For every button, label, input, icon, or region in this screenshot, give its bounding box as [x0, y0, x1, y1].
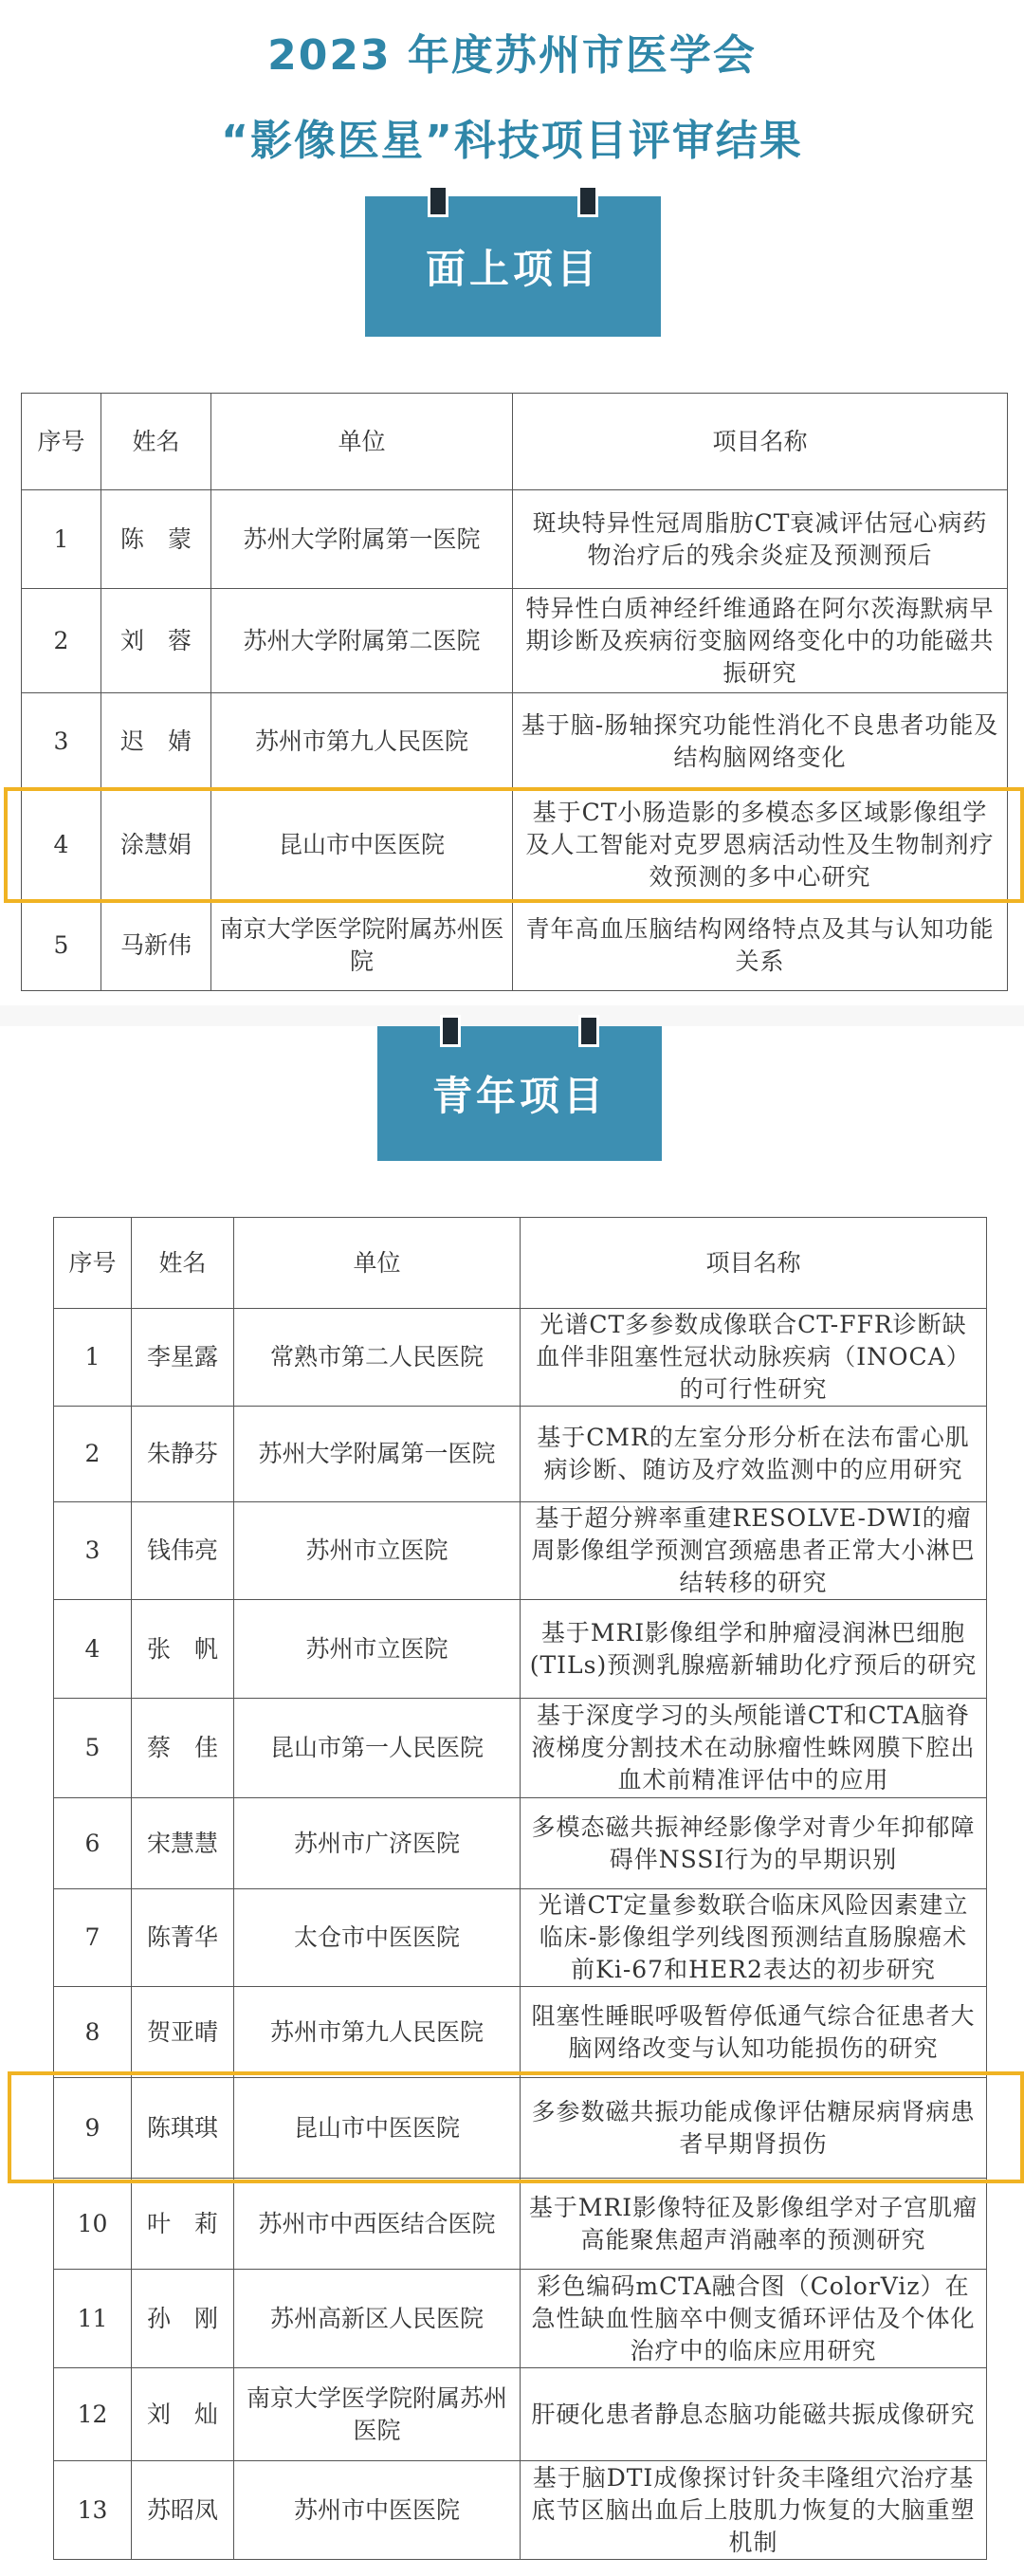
col-header-unit: 单位 — [211, 394, 513, 490]
col-header-project: 项目名称 — [521, 1218, 987, 1309]
row-unit: 苏州大学附属第一医院 — [234, 1407, 521, 1502]
table-row — [22, 490, 1008, 589]
row-number: 11 — [54, 2270, 132, 2368]
table-row — [54, 1798, 987, 1889]
row-number: 12 — [54, 2368, 132, 2461]
banner-tab-right — [578, 1015, 599, 1047]
table-row — [54, 1600, 987, 1699]
row-number: 5 — [22, 900, 101, 991]
row-name: 宋慧慧 — [132, 1798, 234, 1889]
row-project: 光谱CT定量参数联合临床风险因素建立临床-影像组学列线图预测结直肠腺癌术前Ki-67和HER2表达的初步研究 — [521, 1889, 987, 1987]
row-project: 多参数磁共振功能成像评估糖尿病肾病患者早期肾损伤 — [521, 2078, 987, 2179]
section-heading-general — [365, 196, 661, 337]
row-unit: 常熟市第二人民医院 — [234, 1309, 521, 1407]
row-unit: 苏州大学附属第二医院 — [211, 589, 513, 693]
section-heading-youth — [377, 1026, 662, 1161]
row-project: 特异性白质神经纤维通路在阿尔茨海默病早期诊断及疾病衍变脑网络变化中的功能磁共振研究 — [513, 589, 1008, 693]
table-row — [54, 2461, 987, 2560]
row-name: 涂慧娟 — [101, 790, 211, 900]
row-number: 2 — [22, 589, 101, 693]
row-name: 陈琪琪 — [132, 2078, 234, 2179]
row-number: 10 — [54, 2179, 132, 2270]
row-unit: 昆山市第一人民医院 — [234, 1699, 521, 1798]
row-unit: 昆山市中医医院 — [234, 2078, 521, 2179]
row-name: 朱静芬 — [132, 1407, 234, 1502]
row-number: 3 — [22, 693, 101, 790]
row-project: 基于CT小肠造影的多模态多区域影像组学及人工智能对克罗恩病活动性及生物制剂疗效预测的多中心研究 — [513, 790, 1008, 900]
col-header-project: 项目名称 — [513, 394, 1008, 490]
row-unit: 南京大学医学院附属苏州医院 — [234, 2368, 521, 2461]
row-project: 青年高血压脑结构网络特点及其与认知功能关系 — [513, 900, 1008, 991]
highlight-frame-youth-row-9 — [8, 2071, 1024, 2183]
row-name: 叶 莉 — [132, 2179, 234, 2270]
table-row — [54, 1699, 987, 1798]
row-project: 基于脑DTI成像探讨针灸丰隆组穴治疗基底节区脑出血后上肢肌力恢复的大脑重塑机制 — [521, 2461, 987, 2560]
col-header-name: 姓名 — [132, 1218, 234, 1309]
row-project: 基于深度学习的头颅能谱CT和CTA脑脊液梯度分割技术在动脉瘤性蛛网膜下腔出血术前精准评估中的应用 — [521, 1699, 987, 1798]
row-unit: 苏州市中西医结合医院 — [234, 2179, 521, 2270]
table-row — [22, 900, 1008, 991]
row-number: 8 — [54, 1987, 132, 2078]
row-unit: 苏州市广济医院 — [234, 1798, 521, 1889]
row-unit: 南京大学医学院附属苏州医院 — [211, 900, 513, 991]
row-project: 光谱CT多参数成像联合CT-FFR诊断缺血伴非阻塞性冠状动脉疾病（INOCA）的可行性研究 — [521, 1309, 987, 1407]
row-project: 阻塞性睡眠呼吸暂停低通气综合征患者大脑网络改变与认知功能损伤的研究 — [521, 1987, 987, 2078]
table-row — [54, 2368, 987, 2461]
row-project: 基于MRI影像组学和肿瘤浸润淋巴细胞(TILs)预测乳腺癌新辅助化疗预后的研究 — [521, 1600, 987, 1699]
row-project: 基于脑-肠轴探究功能性消化不良患者功能及结构脑网络变化 — [513, 693, 1008, 790]
col-header-no: 序号 — [54, 1218, 132, 1309]
table-row — [54, 1407, 987, 1502]
row-unit: 苏州市中医医院 — [234, 2461, 521, 2560]
section-heading-label: 青年项目 — [431, 1073, 607, 1119]
table-row — [54, 2179, 987, 2270]
row-project: 基于CMR的左室分形分析在法布雷心肌病诊断、随访及疗效监测中的应用研究 — [521, 1407, 987, 1502]
row-project: 多模态磁共振神经影像学对青少年抑郁障碍伴NSSI行为的早期识别 — [521, 1798, 987, 1889]
banner-tab-left — [440, 1015, 461, 1047]
row-unit: 苏州市第九人民医院 — [234, 1987, 521, 2078]
row-name: 刘 灿 — [132, 2368, 234, 2461]
table-row — [54, 1889, 987, 1987]
page-title-line-2: “影像医星”科技项目评审结果 — [221, 117, 803, 165]
table-row — [22, 693, 1008, 790]
row-name: 陈菁华 — [132, 1889, 234, 1987]
table-row — [22, 589, 1008, 693]
table-row — [54, 1309, 987, 1407]
banner-tab-right — [577, 185, 598, 217]
row-name: 蔡 佳 — [132, 1699, 234, 1798]
table-row — [54, 2270, 987, 2368]
youth-projects-table — [53, 1217, 987, 2560]
row-unit: 苏州市第九人民医院 — [211, 693, 513, 790]
row-name: 李星露 — [132, 1309, 234, 1407]
row-project: 肝硬化患者静息态脑功能磁共振成像研究 — [521, 2368, 987, 2461]
row-number: 3 — [54, 1502, 132, 1600]
row-unit: 太仓市中医医院 — [234, 1889, 521, 1987]
row-number: 2 — [54, 1407, 132, 1502]
row-unit: 昆山市中医医院 — [211, 790, 513, 900]
row-number: 4 — [54, 1600, 132, 1699]
section-heading-label: 面上项目 — [425, 246, 600, 292]
col-header-no: 序号 — [22, 394, 101, 490]
row-name: 钱伟亮 — [132, 1502, 234, 1600]
row-name: 马新伟 — [101, 900, 211, 991]
row-number: 5 — [54, 1699, 132, 1798]
row-name: 贺亚晴 — [132, 1987, 234, 2078]
row-number: 1 — [22, 490, 101, 589]
row-unit: 苏州高新区人民医院 — [234, 2270, 521, 2368]
table-row — [54, 1502, 987, 1600]
col-header-unit: 单位 — [234, 1218, 521, 1309]
row-project: 斑块特异性冠周脂肪CT衰减评估冠心病药物治疗后的残余炎症及预测预后 — [513, 490, 1008, 589]
row-project: 基于超分辨率重建RESOLVE-DWI的瘤周影像组学预测宫颈癌患者正常大小淋巴结转移的研究 — [521, 1502, 987, 1600]
row-number: 7 — [54, 1889, 132, 1987]
row-unit: 苏州大学附属第一医院 — [211, 490, 513, 589]
row-number: 9 — [54, 2078, 132, 2179]
row-unit: 苏州市立医院 — [234, 1600, 521, 1699]
row-name: 刘 蓉 — [101, 589, 211, 693]
row-name: 迟 婧 — [101, 693, 211, 790]
row-number: 1 — [54, 1309, 132, 1407]
row-unit: 苏州市立医院 — [234, 1502, 521, 1600]
page-title-line-1: 2023 年度苏州市医学会 — [267, 31, 757, 80]
row-name: 陈 蒙 — [101, 490, 211, 589]
row-name: 张 帆 — [132, 1600, 234, 1699]
row-project: 基于MRI影像特征及影像组学对子宫肌瘤高能聚焦超声消融率的预测研究 — [521, 2179, 987, 2270]
row-number: 6 — [54, 1798, 132, 1889]
table-row — [54, 1987, 987, 2078]
row-number: 4 — [22, 790, 101, 900]
section-separator — [0, 1005, 1024, 1026]
row-number: 13 — [54, 2461, 132, 2560]
banner-tab-left — [428, 185, 448, 217]
row-project: 彩色编码mCTA融合图（ColorViz）在急性缺血性脑卒中侧支循环评估及个体化治疗中的临床应用研究 — [521, 2270, 987, 2368]
highlight-frame-general-row-4 — [4, 787, 1024, 903]
col-header-name: 姓名 — [101, 394, 211, 490]
row-name: 苏昭凤 — [132, 2461, 234, 2560]
row-name: 孙 刚 — [132, 2270, 234, 2368]
